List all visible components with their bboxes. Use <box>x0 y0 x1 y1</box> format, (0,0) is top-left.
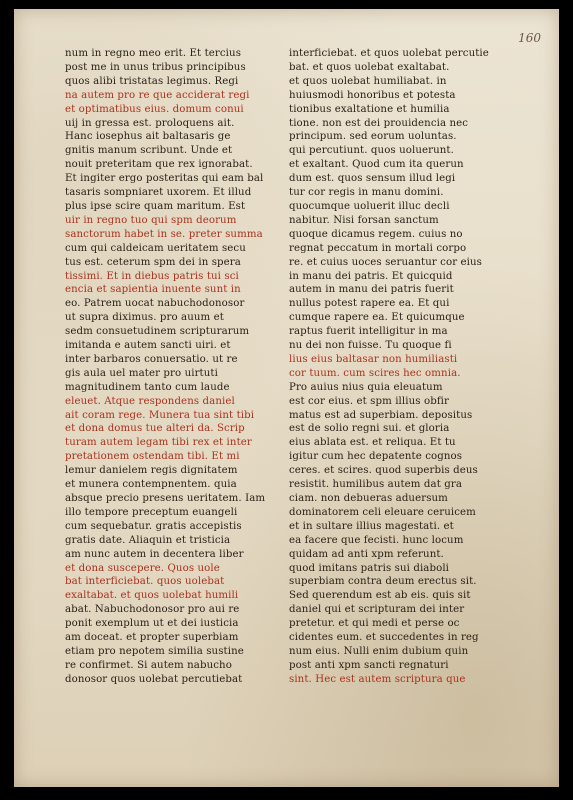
text-line: encia et sapientia inuente sunt in <box>65 284 241 296</box>
text-line: post me in unus tribus principibus <box>65 61 246 73</box>
text-line: exaltabat. et quos uolebat humili <box>65 590 239 602</box>
text-line: eleuet. Atque respondens daniel <box>65 395 235 407</box>
text-line: et in sultare illius magestati. et <box>289 520 454 532</box>
text-line: ponit exemplum ut et dei iusticia <box>65 618 239 630</box>
text-column-left <box>65 47 283 687</box>
text-line: quos alibi tristatas legimus. Regi <box>65 75 239 87</box>
text-line: pretetur. et qui medi et perse oc <box>289 618 460 630</box>
text-line: cumque rapere ea. Et quicumque <box>289 312 465 324</box>
text-line: quod imitans patris sui diaboli <box>289 562 450 574</box>
text-line: Pro auius nius quia eleuatum <box>289 381 443 393</box>
text-line: turam autem legam tibi rex et inter <box>65 437 252 449</box>
folio-number: 160 <box>518 31 541 45</box>
text-line: principum. sed eorum uoluntas. <box>289 131 457 143</box>
text-line: post anti xpm sancti regnaturi <box>289 659 449 671</box>
text-line: dum est. quos sensum illud legi <box>289 173 456 185</box>
text-line: resistit. humilibus autem dat gra <box>289 479 462 491</box>
text-line: et munera contempnentem. quia <box>65 479 237 491</box>
text-line: eo. Patrem uocat nabuchodonosor <box>65 298 245 310</box>
text-line: quidam ad anti xpm referunt. <box>289 548 444 560</box>
text-line: donosor quos uolebat percutiebat <box>65 673 243 685</box>
text-line: superbiam contra deum erectus sit. <box>289 576 477 588</box>
text-line: etiam pro nepotem similia sustine <box>65 645 244 657</box>
text-line: gratis date. Aliaquin et tristicia <box>65 534 231 546</box>
text-line: nu dei non fuisse. Tu quoque fi <box>289 340 452 352</box>
text-line: et exaltant. Quod cum ita querun <box>289 159 464 171</box>
text-line: Hanc iosephus ait baltasaris ge <box>65 131 231 143</box>
text-line: tasaris sompniaret uxorem. Et illud <box>65 187 252 199</box>
text-line: quocumque uoluerit illuc decli <box>289 200 450 212</box>
text-line: magnitudinem tanto cum laude <box>65 381 230 393</box>
text-line: eius ablata est. et reliqua. Et tu <box>289 437 456 449</box>
text-line: est cor eius. et spm illius obfir <box>289 395 450 407</box>
text-line: ciam. non debueras aduersum <box>289 493 448 504</box>
text-line: regnat peccatum in mortali corpo <box>289 242 467 254</box>
text-line: plus ipse scire quam maritum. Est <box>65 200 246 212</box>
text-line: nabitur. Nisi forsan sanctum <box>289 214 439 226</box>
text-line: nullus potest rapere ea. Et qui <box>289 298 450 310</box>
text-line: cor tuum. cum scires hec omnia. <box>289 367 461 379</box>
text-line: imitanda e autem sancti uiri. et <box>65 340 231 352</box>
text-line: interficiebat. et quos uolebat percutie <box>289 48 489 59</box>
text-line: am nunc autem in decentera liber <box>65 548 244 560</box>
text-line: quoque dicamus regem. cuius no <box>289 228 463 240</box>
text-line: absque precio presens ueritatem. Iam <box>65 493 266 504</box>
text-line: ut supra diximus. pro auum et <box>65 312 224 324</box>
text-line: tus est. ceterum spm dei in spera <box>65 256 241 268</box>
text-line: et dona domus tue alteri da. Scrip <box>65 423 245 435</box>
text-line: re confirmet. Si autem nabucho <box>65 659 232 671</box>
text-line: est de solio regni sui. et gloria <box>289 423 450 435</box>
text-line: tione. non est dei prouidencia nec <box>289 117 469 129</box>
text-line: abat. Nabuchodonosor pro aui re <box>65 604 240 616</box>
text-line: ea facere que fecisti. hunc locum <box>289 534 464 546</box>
text-line: ait coram rege. Munera tua sint tibi <box>65 409 255 421</box>
text-line: igitur cum hec depatente cognos <box>289 451 463 463</box>
text-line: bat interficiebat. quos uolebat <box>65 576 225 588</box>
text-column-right <box>289 47 507 687</box>
text-line: lemur danielem regis dignitatem <box>65 465 238 477</box>
text-line: lius eius baltasar non humiliasti <box>289 353 458 365</box>
text-line: cidentes eum. et succedentes in reg <box>289 632 479 644</box>
text-line: am doceat. et propter superbiam <box>65 632 239 644</box>
text-line: illo tempore preceptum euangeli <box>65 506 238 518</box>
text-line: huiusmodi honoribus et potesta <box>289 89 456 101</box>
text-line: gnitis manum scribunt. Unde et <box>65 145 233 157</box>
text-line: na autem pro re que acciderat regi <box>65 89 250 101</box>
text-line: et dona suscepere. Quos uole <box>65 562 220 574</box>
text-line: raptus fuerit intelligitur in ma <box>289 326 448 338</box>
text-line: tissimi. Et in diebus patris tui sci <box>65 270 239 282</box>
text-line: cum qui caldeicam ueritatem secu <box>65 242 246 254</box>
text-line: autem in manu dei patris fuerit <box>289 284 454 296</box>
manuscript-leaf <box>14 9 559 787</box>
text-line: tur cor regis in manu domini. <box>289 187 444 199</box>
text-line: tionibus exaltatione et humilia <box>289 103 450 115</box>
text-line: num in regno meo erit. Et tercius <box>65 48 242 59</box>
text-line: et quos uolebat humiliabat. in <box>289 75 447 87</box>
text-line: gis aula uel mater pro uirtuti <box>65 367 218 379</box>
text-line: Et ingiter ergo posteritas qui eam bal <box>65 173 264 185</box>
text-line: qui percutiunt. quos uoluerunt. <box>289 145 454 157</box>
text-line: in manu dei patris. Et quicquid <box>289 270 453 282</box>
text-line: sint. Hec est autem scriptura que <box>289 673 466 685</box>
text-line: et optimatibus eius. domum conui <box>65 103 244 115</box>
text-line: nouit preteritam que rex ignorabat. <box>65 159 253 171</box>
text-line: cum sequebatur. gratis accepistis <box>65 520 242 532</box>
text-line: uir in regno tuo qui spm deorum <box>65 214 237 226</box>
text-line: inter barbaros conuersatio. ut re <box>65 353 238 365</box>
text-line: bat. et quos uolebat exaltabat. <box>289 61 450 73</box>
text-line: ceres. et scires. quod superbis deus <box>289 465 478 477</box>
text-line: daniel qui et scripturam dei inter <box>289 604 465 616</box>
text-line: uij in gressa est. proloquens ait. <box>65 117 235 129</box>
text-line: matus est ad superbiam. depositus <box>289 409 473 421</box>
text-line: sedm consuetudinem scripturarum <box>65 326 250 338</box>
text-line: Sed querendum est ab eis. quis sit <box>289 590 471 602</box>
text-line: sanctorum habet in se. preter summa <box>65 228 263 240</box>
text-line: dominatorem celi eleuare ceruicem <box>289 506 476 518</box>
text-line: num eius. Nulli enim dubium quin <box>289 645 469 657</box>
text-line: pretationem ostendam tibi. Et mi <box>65 451 240 463</box>
text-line: re. et cuius uoces seruantur cor eius <box>289 256 482 268</box>
